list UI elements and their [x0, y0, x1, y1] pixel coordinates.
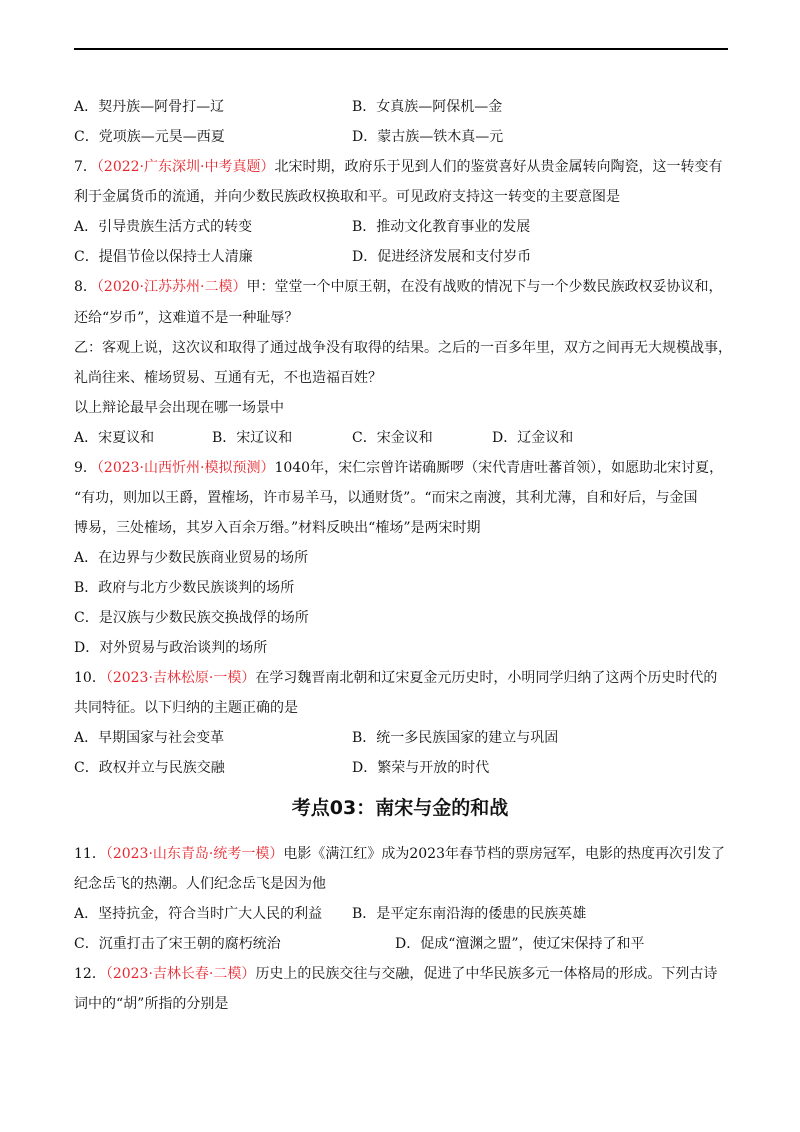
question-10-line-1 — [74, 668, 717, 688]
q6-option-a: A．契丹族—阿骨打—辽 — [74, 99, 225, 115]
question-12-line-1 — [74, 964, 717, 984]
question-7-line-1 — [74, 157, 722, 177]
question-source: （2023·山西忻州·模拟预测） — [96, 460, 275, 476]
question-source: （2022·广东深圳·中考真题） — [96, 159, 275, 175]
question-8-line-5: 以上辩论最早会出现在哪一场景中 — [74, 400, 284, 416]
q9-option-d: D．对外贸易与政治谈判的场所 — [74, 640, 268, 656]
q11-option-d: D．促成“澶渊之盟”，使辽宋保持了和平 — [395, 936, 645, 952]
question-8-line-2: 还给“岁币”，这难道不是一种耻辱？ — [74, 310, 299, 326]
q7-option-b: B．推动文化教育事业的发展 — [352, 219, 531, 235]
question-11-line-2: 纪念岳飞的热潮。人们纪念岳飞是因为他 — [74, 876, 326, 892]
q6-option-b: B．女真族—阿保机—金 — [352, 99, 503, 115]
q7-option-d: D．促进经济发展和支付岁币 — [352, 249, 532, 265]
q8-option-d: D．辽金议和 — [492, 430, 574, 446]
q7-option-c: C．提倡节俭以保持士人清廉 — [74, 249, 253, 265]
question-text: 北宋时期，政府乐于见到人们的鉴赏喜好从贵金属转向陶瓷，这一转变有 — [274, 159, 723, 175]
q9-option-b: B．政府与北方少数民族谈判的场所 — [74, 580, 295, 596]
q10-option-c: C．政权并立与民族交融 — [74, 760, 225, 776]
question-number: 11． — [74, 846, 106, 862]
question-8-line-4: 礼尚往来、榷场贸易、互通有无，不也造福百姓？ — [74, 370, 382, 386]
question-7-line-2: 利于金属货币的流通，并向少数民族政权换取和平。可见政府支持这一转变的主要意图是 — [74, 189, 620, 205]
question-number: 10． — [74, 670, 106, 686]
question-source: （2023·吉林长春·二模） — [105, 966, 256, 982]
question-source: （2023·山东青岛·统考一模） — [105, 846, 284, 862]
q6-option-d: D．蒙古族—铁木真—元 — [352, 129, 504, 145]
section-heading: 考点03：南宋与金的和战 — [291, 797, 509, 819]
q6-option-c: C．党项族—元昊—西夏 — [74, 129, 225, 145]
header-rule — [74, 48, 728, 50]
q11-option-a: A．坚持抗金，符合当时广大人民的利益 — [74, 906, 323, 922]
question-12-line-2: 词中的“胡”所指的分别是 — [74, 996, 229, 1012]
question-10-line-2: 共同特征。以下归纳的主题正确的是 — [74, 700, 298, 716]
question-9-line-3: 博易，三处榷场，其岁入百余万缗。”材料反映出“榷场”是两宋时期 — [74, 520, 481, 536]
question-source: （2023·吉林松原·一模） — [105, 670, 256, 686]
question-8-line-3: 乙：客观上说，这次议和取得了通过战争没有取得的结果。之后的一百多年里，双方之间再无大规模战事， — [74, 340, 732, 356]
question-number: 7． — [74, 159, 97, 175]
question-text: 历史上的民族交往与交融，促进了中华民族多元一体格局的形成。下列古诗 — [255, 966, 718, 982]
q8-option-b: B．宋辽议和 — [212, 430, 293, 446]
question-number: 12． — [74, 966, 106, 982]
question-number: 8． — [74, 279, 97, 295]
q7-option-a: A．引导贵族生活方式的转变 — [74, 219, 253, 235]
q11-option-c: C．沉重打击了宋王朝的腐朽统治 — [74, 936, 281, 952]
q11-option-b: B．是平定东南沿海的倭患的民族英雄 — [352, 906, 587, 922]
question-8-line-1 — [74, 277, 722, 297]
q10-option-d: D．繁荣与开放的时代 — [352, 760, 490, 776]
q9-option-c: C．是汉族与少数民族交换战俘的场所 — [74, 610, 309, 626]
q8-option-a: A．宋夏议和 — [74, 430, 155, 446]
question-text: 甲：堂堂一个中原王朝，在没有战败的情况下与一个少数民族政权妥协议和， — [246, 279, 723, 295]
question-number: 9． — [74, 460, 97, 476]
question-text: 1040年，宋仁宗曾许诺确厮啰（宋代青唐吐蕃首领），如愿助北宋讨夏， — [274, 460, 724, 476]
q9-option-a: A．在边界与少数民族商业贸易的场所 — [74, 550, 309, 566]
question-text: 在学习魏晋南北朝和辽宋夏金元历史时，小明同学归纳了这两个历史时代的 — [255, 670, 718, 686]
q10-option-b: B．统一多民族国家的建立与巩固 — [352, 730, 559, 746]
q8-option-c: C．宋金议和 — [352, 430, 433, 446]
question-9-line-2: “有功，则加以王爵，置榷场，许市易羊马，以通财货”。“而宋之南渡，其利尤薄，自和好后，与金国 — [74, 490, 698, 506]
question-9-line-1 — [74, 458, 723, 478]
question-source: （2020·江苏苏州·二模） — [96, 279, 247, 295]
q10-option-a: A．早期国家与社会变革 — [74, 730, 225, 746]
question-text: 电影《满江红》成为2023年春节档的票房冠军，电影的热度再次引发了 — [283, 846, 725, 862]
question-11-line-1 — [74, 844, 725, 864]
